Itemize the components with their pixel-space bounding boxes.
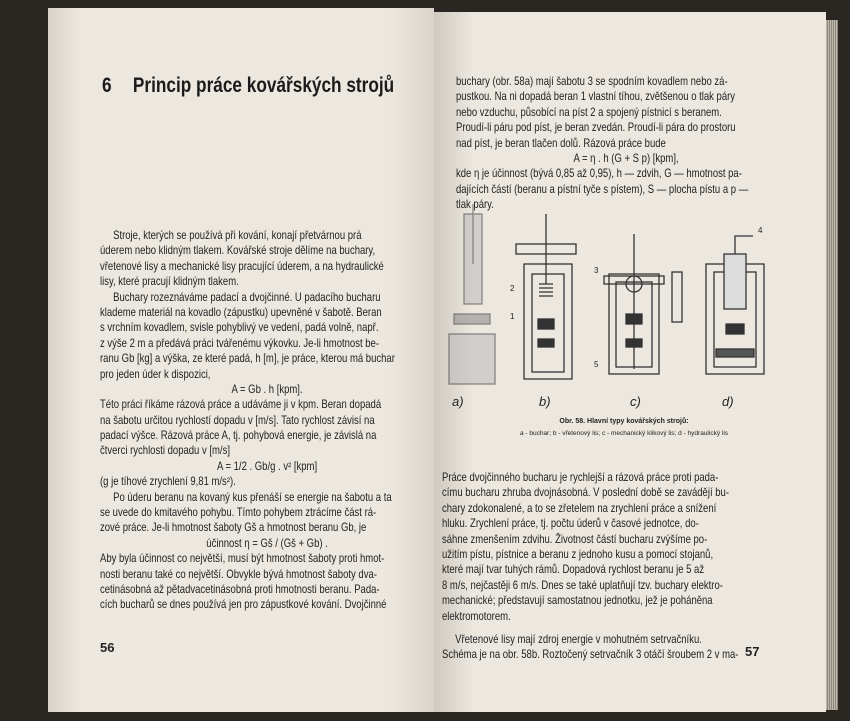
caption-text: a - buchar; b - vřetenový lis; c - mechanický klikový lis; d - hydraulický lis bbox=[519, 430, 729, 437]
text-line: zové práce. Je-li hmotnost šaboty Gš a hmotnost beranu Gb, je bbox=[100, 521, 367, 535]
text-line: které mají tvar tuhých rámů. Dopadová rychlost beranu je 5 až bbox=[442, 563, 705, 577]
right-body-text-bottom bbox=[442, 470, 796, 663]
text-line: se uvede do kmitavého pohybu. Tímto pohybem ztrácíme část rá- bbox=[100, 506, 377, 520]
part-number: 4 bbox=[758, 226, 763, 235]
right-page bbox=[434, 12, 826, 712]
text-line: ranu Gb [kg] a výška, ze které padá, h [m], je práce, kterou má buchar bbox=[100, 352, 395, 366]
caption-title: Obr. 58. Hlavní typy kovářských strojů: bbox=[559, 418, 689, 425]
text-line: padací výšce. Rázová práce A, tj. pohybová energie, je závislá na bbox=[100, 429, 377, 443]
part-number: 2 bbox=[510, 284, 515, 293]
text-line: elektromotorem. bbox=[442, 609, 511, 623]
left-body-text bbox=[100, 228, 434, 613]
text-line: (g je tíhové zrychlení 9,81 m/s²). bbox=[100, 475, 236, 489]
text-line: Buchary rozeznáváme padací a dvojčinné. U padacího bucharu bbox=[113, 290, 381, 304]
text-line: úderem nebo klidným tlakem. Kovářské stroje dělíme na buchary, bbox=[100, 244, 376, 258]
formula-line: A = Gb . h [kpm]. bbox=[231, 382, 303, 396]
crank-press-diagram bbox=[604, 234, 682, 374]
text-line bbox=[442, 624, 796, 632]
chapter-heading bbox=[102, 74, 394, 98]
figure-label-c: c) bbox=[630, 394, 641, 409]
page-number-left: 56 bbox=[100, 640, 115, 655]
text-line: pro jeden úder k dispozici, bbox=[100, 367, 211, 381]
text-line: klademe materiál na kovadlo (zápustku) upevněné v šabotě. Beran bbox=[100, 305, 382, 319]
text-line: vřetenové lisy a mechanické lisy pracující úderem, a na hydraulické bbox=[100, 259, 384, 273]
text-line: nosti beranu také co největší. Obvykle bývá hmotnost šaboty dva- bbox=[100, 567, 377, 581]
part-number: 5 bbox=[594, 360, 599, 369]
text-line: Práce dvojčinného bucharu je rychlejší a rázová práce proti pada- bbox=[442, 471, 719, 484]
text-line: Po úderu beranu na kovaný kus přenáší se energie na šabotu a ta bbox=[113, 490, 392, 504]
text-line: cích bucharů se dnes používá jen pro zápustkové kování. Dvojčinné bbox=[100, 598, 387, 612]
hydraulic-press-diagram bbox=[706, 236, 764, 374]
steam-hammer-diagram bbox=[449, 204, 495, 384]
text-line: 8 m/s, nejčastěji 6 m/s. Dnes se také uplatňují tzv. buchary elektro- bbox=[442, 578, 723, 592]
left-page bbox=[48, 8, 434, 712]
text-line: tlak páry. bbox=[456, 198, 494, 212]
text-line: Proudí-li páru pod píst, je beran zvedán. Proudí-li pára do prostoru bbox=[456, 121, 736, 135]
page-number-right: 57 bbox=[745, 644, 760, 659]
text-line: nad píst, je beran tlačen dolů. Rázová práce bude bbox=[456, 136, 666, 150]
text-line: mechanické; představují samostatnou jednotku, jež je poháněna bbox=[442, 594, 713, 608]
text-line: dajících částí (beranu a pístní tyče s pístem), S — plocha pístu a p — bbox=[456, 182, 749, 196]
machine-diagrams-figure bbox=[444, 204, 784, 404]
formula-line: účinnost η = Gš / (Gš + Gb) . bbox=[206, 536, 328, 550]
text-line: Vřetenové lisy mají zdroj energie v mohutném setrvačníku. bbox=[455, 632, 702, 646]
screw-press-diagram bbox=[516, 214, 576, 379]
text-line: na šabotu určitou rychlostí dopadu v [m/s]. Tato rychlost závisí na bbox=[100, 413, 375, 427]
text-line: Schéma je na obr. 58b. Roztočený setrvačník 3 otáčí šroubem 2 v ma- bbox=[442, 648, 739, 662]
figure-label-b: b) bbox=[539, 394, 551, 409]
figure-caption bbox=[454, 416, 794, 440]
text-line: kde η je účinnost (bývá 0,85 až 0,95), h — zdvih, G — hmotnost pa- bbox=[456, 167, 742, 181]
chapter-number: 6 bbox=[102, 74, 112, 97]
text-line: cetinásobná až pětadvacetinásobná proti hmotnosti beranu. Pada- bbox=[100, 582, 380, 596]
text-line: Této práci říkáme rázová práce a udáváme ji v kpm. Beran dopadá bbox=[100, 398, 382, 412]
text-line: chary zdokonalené, a to se zřetelem na zrychlení práce a snížení bbox=[442, 501, 717, 515]
figure-label-d: d) bbox=[722, 394, 734, 409]
right-body-text-top bbox=[456, 74, 796, 213]
text-line: Aby byla účinnost co největší, musí být hmotnost šaboty proti hmot- bbox=[100, 552, 385, 566]
text-line: užitím pístu, pístnice a beranu z jednoho kusu a pomocí stojanů, bbox=[442, 547, 714, 561]
text-line: buchary (obr. 58a) mají šabotu 3 se spodním kovadlem nebo zá- bbox=[456, 75, 728, 88]
part-number: 1 bbox=[510, 312, 515, 321]
text-line: z výše 2 m a předává práci tvářenému výkovku. Je-li hmotnost be- bbox=[100, 336, 379, 350]
formula-line: A = 1/2 . Gb/g . v² [kpm] bbox=[216, 459, 318, 473]
text-line: nebo vzduchu, působící na píst 2 a spojený pístnicí s beranem. bbox=[456, 105, 722, 119]
text-line: hluku. Zrychlení práce, tj. počtu úderů v časové jednotce, do- bbox=[442, 517, 699, 531]
text-line: pustkou. Na ni dopadá beran 1 vlastní tíhou, zvětšenou o tlak páry bbox=[456, 90, 736, 104]
text-line: čtverci rychlosti dopadu v [m/s] bbox=[100, 444, 230, 458]
text-line: sáhne zmenšením zdvihu. Životnost částí bucharu zvýšíme po- bbox=[442, 532, 708, 546]
text-line: s vrchním kovadlem, svisle pohyblivý ve vedení, padá volně, např. bbox=[100, 321, 379, 335]
text-line: Stroje, kterých se používá při kování, konají přetvárnou prá bbox=[113, 229, 362, 242]
part-number: 3 bbox=[594, 266, 599, 275]
page-edges bbox=[826, 20, 838, 710]
text-line: lisy, které pracují klidným tlakem. bbox=[100, 275, 239, 289]
figure-label-a: a) bbox=[452, 394, 464, 409]
chapter-title: Princip práce kovářských strojů bbox=[132, 74, 395, 97]
text-line: címu bucharu zhruba dvojnásobná. V poslední době se zavádějí bu- bbox=[442, 486, 729, 500]
formula-line: A = η . h (G + S p) [kpm], bbox=[573, 151, 679, 165]
